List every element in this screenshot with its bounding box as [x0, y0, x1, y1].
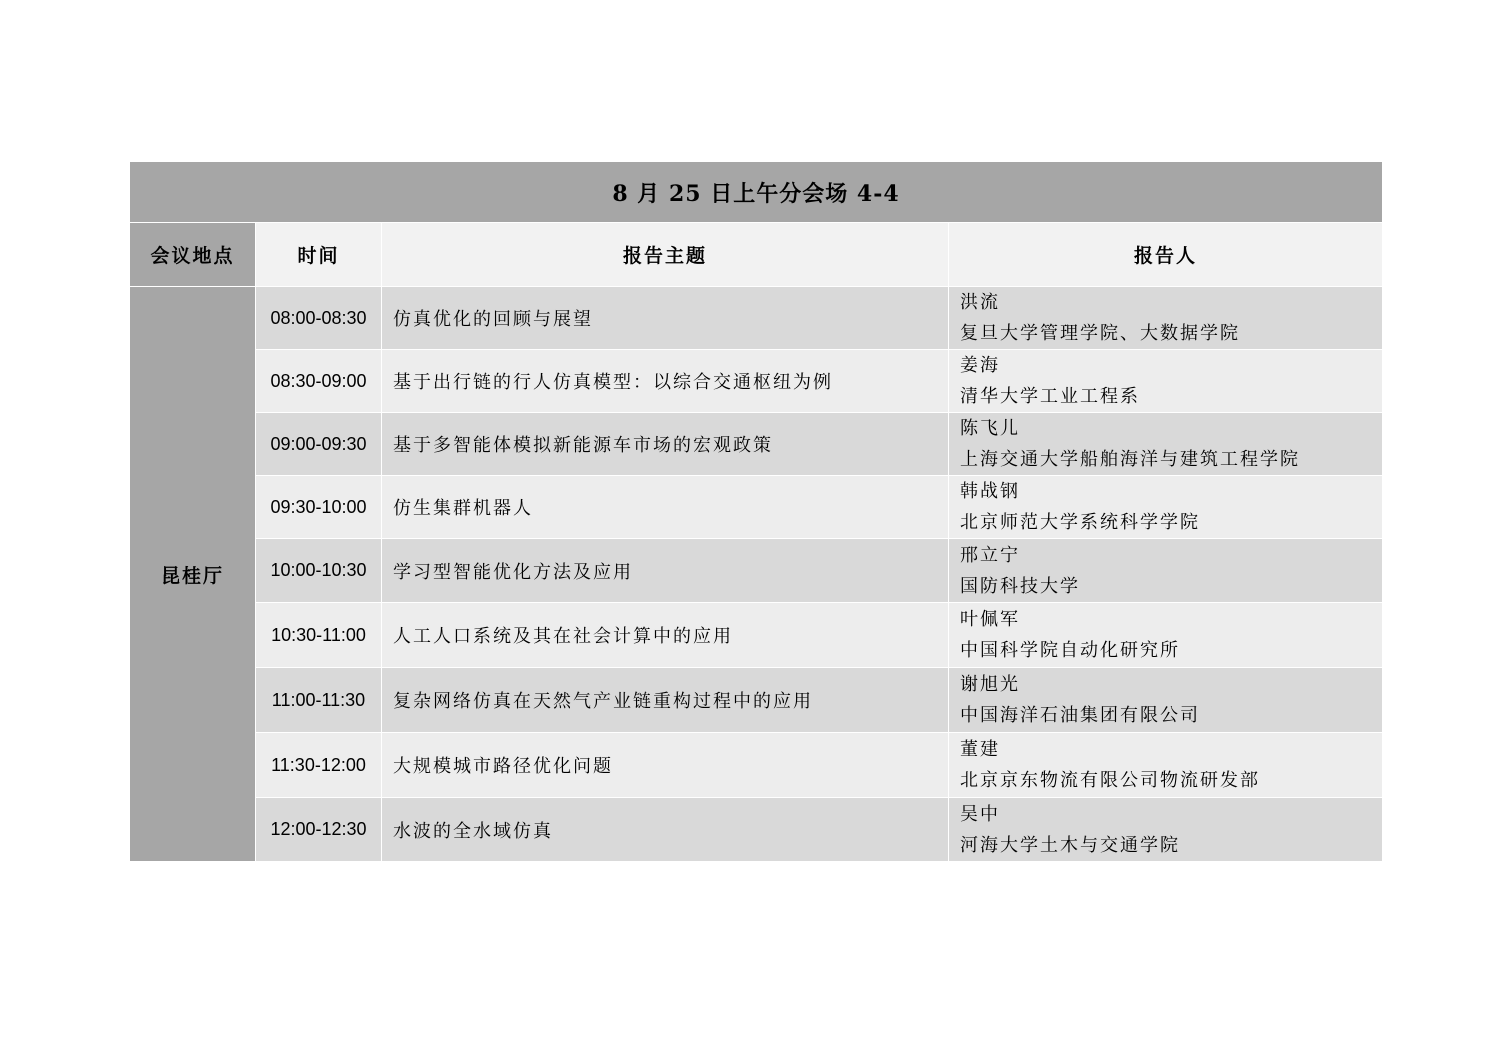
session-speaker	[949, 603, 1383, 668]
session-row	[130, 476, 1383, 539]
session-speaker	[949, 350, 1383, 413]
session-topic: 基于出行链的行人仿真模型：以综合交通枢纽为例	[382, 350, 949, 413]
session-time: 08:00-08:30	[256, 287, 382, 350]
session-time: 11:30-12:00	[256, 733, 382, 798]
session-row	[130, 798, 1383, 862]
session-time: 12:00-12:30	[256, 798, 382, 862]
session-row	[130, 603, 1383, 668]
speaker-name: 洪流	[960, 292, 1000, 313]
session-time: 09:30-10:00	[256, 476, 382, 539]
session-speaker	[949, 476, 1383, 539]
session-row	[130, 668, 1383, 733]
session-speaker	[949, 539, 1383, 603]
schedule-body	[130, 162, 1383, 862]
session-speaker	[949, 798, 1383, 862]
session-speaker	[949, 733, 1383, 798]
session-row	[130, 539, 1383, 603]
speaker-affiliation: 国防科技大学	[960, 575, 1080, 597]
speaker-name: 邢立宁	[960, 544, 1020, 566]
session-topic: 水波的全水域仿真	[382, 798, 949, 862]
header-venue: 会议地点	[130, 223, 256, 287]
session-row	[130, 733, 1383, 798]
session-topic: 仿生集群机器人	[382, 476, 949, 539]
session-time: 10:00-10:30	[256, 539, 382, 603]
session-topic: 大规模城市路径优化问题	[382, 733, 949, 798]
session-row	[130, 350, 1383, 413]
speaker-name: 姜海	[960, 355, 1000, 376]
header-time: 时间	[256, 223, 382, 287]
speaker-affiliation: 复旦大学管理学院、大数据学院	[960, 323, 1240, 344]
speaker-affiliation: 北京师范大学系统科学学院	[960, 512, 1200, 533]
speaker-name: 吴中	[960, 803, 1000, 825]
session-row	[130, 287, 1383, 350]
speaker-affiliation: 北京京东物流有限公司物流研发部	[960, 770, 1260, 791]
session-topic: 仿真优化的回顾与展望	[382, 287, 949, 350]
session-time: 11:00-11:30	[256, 668, 382, 733]
speaker-name: 叶佩军	[960, 609, 1020, 630]
speaker-name: 陈飞儿	[960, 418, 1020, 439]
session-time: 09:00-09:30	[256, 413, 382, 476]
speaker-affiliation: 中国科学院自动化研究所	[960, 640, 1180, 661]
session-topic: 学习型智能优化方法及应用	[382, 539, 949, 603]
speaker-name: 韩战钢	[960, 481, 1020, 502]
speaker-name: 董建	[960, 739, 1000, 760]
session-speaker	[949, 287, 1383, 350]
speaker-affiliation: 清华大学工业工程系	[960, 386, 1140, 407]
schedule-table	[129, 161, 1383, 862]
venue-name: 昆桂厅	[130, 287, 256, 862]
header-row	[130, 223, 1383, 287]
session-speaker	[949, 413, 1383, 476]
speaker-affiliation: 上海交通大学船舶海洋与建筑工程学院	[960, 449, 1300, 470]
schedule-title: 8 月 25 日上午分会场 4-4	[130, 162, 1383, 223]
session-topic: 人工人口系统及其在社会计算中的应用	[382, 603, 949, 668]
speaker-name: 谢旭光	[960, 674, 1020, 695]
title-row	[130, 162, 1383, 223]
session-topic: 复杂网络仿真在天然气产业链重构过程中的应用	[382, 668, 949, 733]
session-speaker	[949, 668, 1383, 733]
session-row	[130, 413, 1383, 476]
session-topic: 基于多智能体模拟新能源车市场的宏观政策	[382, 413, 949, 476]
header-topic: 报告主题	[382, 223, 949, 287]
speaker-affiliation: 河海大学土木与交通学院	[960, 834, 1180, 856]
session-time: 10:30-11:00	[256, 603, 382, 668]
session-time: 08:30-09:00	[256, 350, 382, 413]
speaker-affiliation: 中国海洋石油集团有限公司	[960, 705, 1200, 726]
header-speaker: 报告人	[949, 223, 1383, 287]
